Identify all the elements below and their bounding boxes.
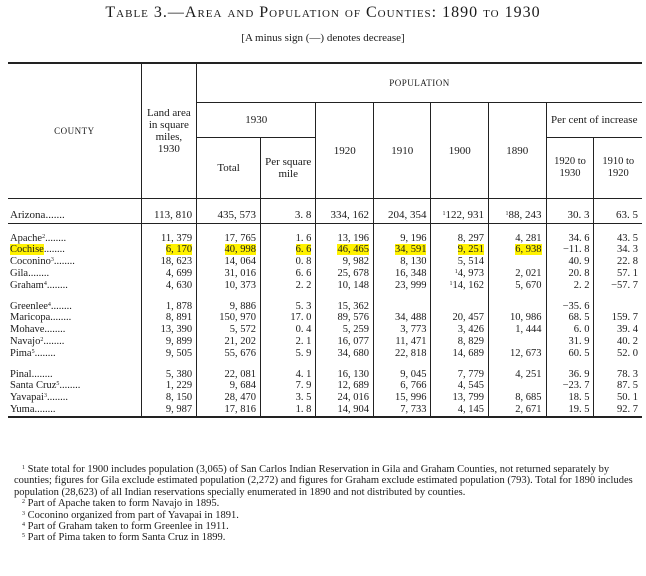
pct-1910-1920-cell: 78. 3 [594,369,642,381]
total-1930-cell: 22, 081 [197,369,261,381]
footnote: $^3$ Coconino organized from part of Yavapai in 1891. [22,509,239,521]
pop-1920-cell: 89, 576 [316,313,374,325]
per-sq-mile-cell: 2. 2 [261,280,316,292]
pct-1920-1930-cell: −23. 7 [546,381,594,393]
pop-1920-cell: 10, 148 [316,280,374,292]
land-area-cell: 5, 380 [141,369,196,381]
land-area-cell: 9, 987 [141,404,196,417]
pop-1890-cell [489,301,547,313]
land-area-cell: 9, 505 [141,348,196,360]
county-row [8,336,642,348]
total-1930-cell: 55, 676 [197,348,261,360]
footnote: $^2$ Part of Apache taken to form Navajo in 1895. [22,498,220,510]
total-1930-cell: 14, 064 [197,257,261,269]
pop-1890-cell: 12, 673 [489,348,547,360]
pop-1910-cell: 23, 999 [373,280,431,292]
pct-1920-1930-cell: 6. 0 [546,325,594,337]
spacer-row [8,224,642,234]
pop-1920-cell: 5, 259 [316,325,374,337]
land-area-cell: 9, 899 [141,336,196,348]
pop-1910-cell: 11, 471 [373,336,431,348]
land-area-cell: 8, 891 [141,313,196,325]
header-pct-1920-1930: 1920 to 1930 [546,138,594,199]
pct-1910-1920-cell: 87. 5 [594,381,642,393]
total-1930-cell: 10, 373 [197,280,261,292]
county-name: Graham$^4$........ [10,279,68,291]
pct-1920-1930-cell: 40. 9 [546,257,594,269]
pop-1900-cell: $^1$14, 162 [431,280,489,292]
header-population: POPULATION [197,63,642,103]
pop-1890-cell [489,381,547,393]
pct-1910-1920-cell: 50. 1 [594,393,642,405]
pop-1910-cell [373,301,431,313]
pop-1910-cell: 34, 488 [373,313,431,325]
pop-1910-cell: 3, 773 [373,325,431,337]
pct-1920-1930-cell: 60. 5 [546,348,594,360]
spacer-row [8,360,642,369]
pct-1910-1920-cell: 39. 4 [594,325,642,337]
pop-1920-cell: 16, 077 [316,336,374,348]
per-sq-mile-cell: 4. 1 [261,369,316,381]
land-area-cell: 13, 390 [141,325,196,337]
pop-1910-cell: 7, 733 [373,404,431,417]
pop-1900-cell: 4, 145 [431,404,489,417]
pop-1910-cell: 6, 766 [373,381,431,393]
county-name: Pinal........ [10,368,53,380]
pct-1910-1920-cell: 57. 1 [594,268,642,280]
pct-1920-1930-cell: 36. 9 [546,369,594,381]
pct-1910-1920-cell: 92. 7 [594,404,642,417]
table-subtitle: [A minus sign (—) denotes decrease] [241,32,405,44]
county-name: Navajo$^2$........ [10,336,65,348]
pop-1920-cell: 9, 982 [316,257,374,269]
pop-1910-cell: 34, 591 [373,245,431,257]
county-name: Cochise........ [10,244,65,256]
pct-1920-1930-cell: 18. 5 [546,393,594,405]
total-1930-cell: 9, 886 [197,301,261,313]
county-name: Coconino$^3$........ [10,256,75,268]
county-name: Yuma........ [8,404,141,417]
pct-1910-1920-cell [594,301,642,313]
header-pct-increase: Per cent of increase [546,103,642,138]
county-name: Greenlee$^4$........ [10,300,72,312]
pop-1920-cell: 46, 465 [316,245,374,257]
per-sq-mile-cell: 3. 8 [261,208,316,224]
pct-1920-1930-cell: 34. 6 [546,233,594,245]
county-row [8,404,642,417]
pct-1920-1930-cell: 19. 5 [546,404,594,417]
pop-1900-cell: $^1$122, 931 [431,208,489,224]
land-area-cell: 113, 810 [141,208,196,224]
pop-1910-cell: 9, 045 [373,369,431,381]
pop-1890-cell: 6, 938 [489,245,547,257]
pct-1920-1930-cell: 2. 2 [546,280,594,292]
per-sq-mile-cell: 1. 6 [261,233,316,245]
pop-1900-cell: 8, 297 [431,233,489,245]
pop-1920-cell: 14, 904 [316,404,374,417]
header-1900: 1900 [431,103,489,199]
header-total: Total [197,138,261,199]
per-sq-mile-cell: 0. 8 [261,257,316,269]
total-1930-cell: 40, 998 [197,245,261,257]
per-sq-mile-cell: 0. 4 [261,325,316,337]
land-area-cell: 6, 170 [141,245,196,257]
pop-1890-cell [489,257,547,269]
pop-1900-cell: 5, 514 [431,257,489,269]
header-pct-1910-1920: 1910 to 1920 [594,138,642,199]
pop-1890-cell: 4, 281 [489,233,547,245]
pop-1890-cell: 8, 685 [489,393,547,405]
pop-1900-cell: 14, 689 [431,348,489,360]
per-sq-mile-cell: 5. 3 [261,301,316,313]
land-area-cell: 1, 878 [141,301,196,313]
pop-1890-cell: 2, 021 [489,268,547,280]
county-name: Mohave........ [10,324,66,336]
county-row [8,381,642,393]
pop-1900-cell: 7, 779 [431,369,489,381]
total-1930-cell: 28, 470 [197,393,261,405]
header-county: COUNTY [8,63,141,199]
county-row [8,348,642,360]
county-row [8,393,642,405]
footnote: $^5$ Part of Pima taken to form Santa Cruz in 1899. [22,532,226,544]
state-total-row [8,208,642,224]
pct-1910-1920-cell: 22. 8 [594,257,642,269]
pop-1910-cell: 16, 348 [373,268,431,280]
pop-1920-cell: 15, 362 [316,301,374,313]
pop-1900-cell: 3, 426 [431,325,489,337]
pct-1920-1930-cell: −35. 6 [546,301,594,313]
total-1930-cell: 150, 970 [197,313,261,325]
footnote: $^1$ State total for 1900 includes population (3,065) of San Carlos Indian Reservation in Gila and Graham Counties, not returned separately by counties; figures for Gila exclude estimated population (2,272) and figures for Graham exclude estimated population (793). Total for 1890 includes population (28,623) of all Indian reservations specially enumerated in 1890 and not distributed by counties. [14,464,633,498]
pop-1900-cell: $^1$4, 973 [431,268,489,280]
pop-1900-cell: 8, 829 [431,336,489,348]
total-1930-cell: 21, 202 [197,336,261,348]
county-name: Pima$^5$........ [10,347,56,359]
pop-1890-cell: 10, 986 [489,313,547,325]
land-area-cell: 18, 623 [141,257,196,269]
pop-1890-cell: 2, 671 [489,404,547,417]
county-row [8,280,642,292]
total-1930-cell: 31, 016 [197,268,261,280]
land-area-cell: 4, 699 [141,268,196,280]
total-1930-cell: 435, 573 [197,208,261,224]
pop-1890-cell: $^1$88, 243 [489,208,547,224]
pop-1900-cell: 4, 545 [431,381,489,393]
county-row [8,369,642,381]
footnotes [14,464,638,544]
pop-1890-cell: 1, 444 [489,325,547,337]
pop-1900-cell: 9, 251 [431,245,489,257]
total-1930-cell: 9, 684 [197,381,261,393]
header-1910: 1910 [373,103,431,199]
total-1930-cell: 5, 572 [197,325,261,337]
pop-1900-cell: 13, 799 [431,393,489,405]
land-area-cell: 11, 379 [141,233,196,245]
per-sq-mile-cell: 1. 8 [261,404,316,417]
pop-1890-cell [489,336,547,348]
pct-1910-1920-cell: 43. 5 [594,233,642,245]
pop-1920-cell: 25, 678 [316,268,374,280]
pop-1920-cell: 16, 130 [316,369,374,381]
header-land-area: Land area in square miles, 1930 [141,63,196,199]
pop-1890-cell: 5, 670 [489,280,547,292]
per-sq-mile-cell: 5. 9 [261,348,316,360]
per-sq-mile-cell: 2. 1 [261,336,316,348]
pct-1920-1930-cell: −11. 8 [546,245,594,257]
county-row [8,268,642,280]
per-sq-mile-cell: 6. 6 [261,245,316,257]
pop-1920-cell: 13, 196 [316,233,374,245]
pct-1910-1920-cell: 63. 5 [594,208,642,224]
county-row [8,245,642,257]
pct-1910-1920-cell: −57. 7 [594,280,642,292]
table-body [8,199,642,418]
county-name: Apache$^2$........ [10,232,67,244]
per-sq-mile-cell: 3. 5 [261,393,316,405]
pct-1910-1920-cell: 40. 2 [594,336,642,348]
pct-1920-1930-cell: 30. 3 [546,208,594,224]
pop-1920-cell: 34, 680 [316,348,374,360]
pop-1900-cell: 20, 457 [431,313,489,325]
county-row [8,257,642,269]
county-population-table [8,62,642,418]
pct-1910-1920-cell: 52. 0 [594,348,642,360]
spacer-row [8,199,642,209]
pop-1900-cell [431,301,489,313]
pop-1910-cell: 15, 996 [373,393,431,405]
pop-1910-cell: 204, 354 [373,208,431,224]
county-name: Yavapai$^3$........ [10,392,68,404]
land-area-cell: 8, 150 [141,393,196,405]
total-1930-cell: 17, 765 [197,233,261,245]
pop-1920-cell: 12, 689 [316,381,374,393]
pct-1910-1920-cell: 34. 3 [594,245,642,257]
county-row [8,301,642,313]
pop-1890-cell: 4, 251 [489,369,547,381]
county-name: Arizona....... [8,208,141,224]
header-per-sq-mile: Per square mile [261,138,316,199]
table-title: Table 3.—Area and Population of Counties: 1890 to 1930 [105,4,541,21]
header-1920: 1920 [316,103,374,199]
header-1890: 1890 [489,103,547,199]
pct-1910-1920-cell: 159. 7 [594,313,642,325]
pop-1920-cell: 24, 016 [316,393,374,405]
footnote: $^4$ Part of Graham taken to form Greenlee in 1911. [22,521,229,533]
pop-1910-cell: 22, 818 [373,348,431,360]
land-area-cell: 4, 630 [141,280,196,292]
pop-1920-cell: 334, 162 [316,208,374,224]
pct-1920-1930-cell: 31. 9 [546,336,594,348]
county-row [8,325,642,337]
county-name: Gila........ [10,268,50,280]
county-row [8,233,642,245]
per-sq-mile-cell: 17. 0 [261,313,316,325]
county-name: Maricopa........ [10,312,72,324]
county-name: Santa Cruz$^5$........ [10,380,81,392]
total-1930-cell: 17, 816 [197,404,261,417]
per-sq-mile-cell: 6. 6 [261,268,316,280]
per-sq-mile-cell: 7. 9 [261,381,316,393]
county-row [8,313,642,325]
land-area-cell: 1, 229 [141,381,196,393]
pop-1910-cell: 9, 196 [373,233,431,245]
pop-1910-cell: 8, 130 [373,257,431,269]
pct-1920-1930-cell: 68. 5 [546,313,594,325]
spacer-row [8,292,642,301]
pct-1920-1930-cell: 20. 8 [546,268,594,280]
header-1930: 1930 [197,103,316,138]
